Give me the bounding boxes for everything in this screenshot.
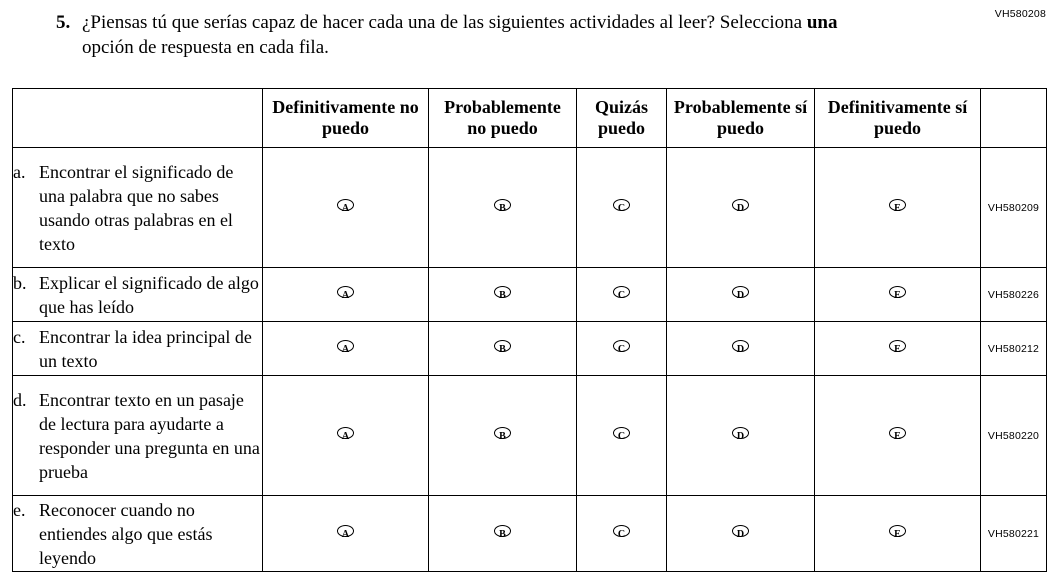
radio-d-3[interactable] (577, 376, 667, 496)
matrix-header-row (13, 89, 1047, 148)
row-label-d (13, 376, 263, 496)
bubble-icon[interactable]: B (494, 199, 511, 211)
row-letter-c: c. (13, 326, 26, 347)
row-letter-e: e. (13, 499, 26, 520)
row-code-a: VH580209 (981, 148, 1047, 268)
radio-c-4[interactable] (667, 322, 815, 376)
radio-a-1[interactable] (263, 148, 429, 268)
row-text-d: Encontrar texto en un pasaje de lectura para ayudarte a responder una pregunta en una prueba (39, 389, 260, 482)
bubble-icon[interactable]: E (889, 286, 906, 298)
radio-e-3[interactable] (577, 496, 667, 572)
bubble-icon[interactable]: B (494, 525, 511, 537)
matrix-header-option-1: Definitivamente no puedo (263, 89, 429, 148)
matrix-header-blank-right (981, 89, 1047, 148)
row-code-b: VH580226 (981, 268, 1047, 322)
row-letter-d: d. (13, 389, 27, 410)
bubble-icon[interactable]: C (613, 525, 630, 537)
row-letter-b: b. (13, 272, 27, 293)
bubble-icon[interactable]: C (613, 286, 630, 298)
radio-a-2[interactable] (429, 148, 577, 268)
radio-a-3[interactable] (577, 148, 667, 268)
response-matrix (12, 88, 1046, 572)
row-code-e: VH580221 (981, 496, 1047, 572)
bubble-icon[interactable]: B (494, 340, 511, 352)
bubble-icon[interactable]: C (613, 427, 630, 439)
matrix-header-option-2: Probablemente no puedo (429, 89, 577, 148)
radio-c-5[interactable] (815, 322, 981, 376)
page-item-code: VH580208 (994, 8, 1046, 20)
bubble-icon[interactable]: D (732, 286, 749, 298)
row-text-a: Encontrar el significado de una palabra que no sabes usando otras palabras en el texto (39, 161, 234, 254)
radio-c-3[interactable] (577, 322, 667, 376)
question-number: 5. (56, 12, 71, 33)
table-row (13, 268, 1047, 322)
radio-c-2[interactable] (429, 322, 577, 376)
radio-b-3[interactable] (577, 268, 667, 322)
row-label-e (13, 496, 263, 572)
table-row (13, 376, 1047, 496)
row-label-a (13, 148, 263, 268)
radio-b-1[interactable] (263, 268, 429, 322)
radio-e-1[interactable] (263, 496, 429, 572)
row-text-b: Explicar el significado de algo que has leído (39, 272, 259, 317)
row-code-c: VH580212 (981, 322, 1047, 376)
bubble-icon[interactable]: A (337, 525, 354, 537)
bubble-icon[interactable]: E (889, 340, 906, 352)
bubble-icon[interactable]: B (494, 427, 511, 439)
radio-b-2[interactable] (429, 268, 577, 322)
table-row (13, 148, 1047, 268)
bubble-icon[interactable]: C (613, 199, 630, 211)
question-text (82, 10, 856, 60)
bubble-icon[interactable]: E (889, 199, 906, 211)
question-text-part-2: opción de respuesta en cada fila. (82, 37, 329, 58)
question-text-part-1: ¿Piensas tú que serías capaz de hacer cada una de las siguientes actividades al leer? Selecciona (82, 12, 807, 33)
radio-d-1[interactable] (263, 376, 429, 496)
matrix-table (12, 88, 1047, 572)
radio-a-5[interactable] (815, 148, 981, 268)
table-row (13, 322, 1047, 376)
bubble-icon[interactable]: D (732, 525, 749, 537)
row-label-c (13, 322, 263, 376)
radio-d-5[interactable] (815, 376, 981, 496)
bubble-icon[interactable]: E (889, 525, 906, 537)
radio-c-1[interactable] (263, 322, 429, 376)
matrix-header-option-5: Definitivamente sí puedo (815, 89, 981, 148)
row-text-e: Reconocer cuando no entiendes algo que estás leyendo (39, 499, 213, 568)
matrix-header-option-3: Quizás puedo (577, 89, 667, 148)
bubble-icon[interactable]: A (337, 286, 354, 298)
bubble-icon[interactable]: B (494, 286, 511, 298)
bubble-icon[interactable]: A (337, 199, 354, 211)
row-label-b (13, 268, 263, 322)
radio-a-4[interactable] (667, 148, 815, 268)
question-prompt (56, 10, 856, 60)
bubble-icon[interactable]: D (732, 427, 749, 439)
bubble-icon[interactable]: D (732, 199, 749, 211)
matrix-header-option-4: Probablemente sí puedo (667, 89, 815, 148)
radio-b-4[interactable] (667, 268, 815, 322)
row-letter-a: a. (13, 161, 26, 182)
radio-d-4[interactable] (667, 376, 815, 496)
radio-e-5[interactable] (815, 496, 981, 572)
question-text-emphasis: una (806, 12, 838, 33)
radio-b-5[interactable] (815, 268, 981, 322)
radio-e-4[interactable] (667, 496, 815, 572)
row-text-c: Encontrar la idea principal de un texto (39, 326, 252, 371)
radio-d-2[interactable] (429, 376, 577, 496)
bubble-icon[interactable]: C (613, 340, 630, 352)
row-code-d: VH580220 (981, 376, 1047, 496)
bubble-icon[interactable]: D (732, 340, 749, 352)
bubble-icon[interactable]: E (889, 427, 906, 439)
bubble-icon[interactable]: A (337, 340, 354, 352)
matrix-header-blank-left (13, 89, 263, 148)
radio-e-2[interactable] (429, 496, 577, 572)
bubble-icon[interactable]: A (337, 427, 354, 439)
table-row (13, 496, 1047, 572)
